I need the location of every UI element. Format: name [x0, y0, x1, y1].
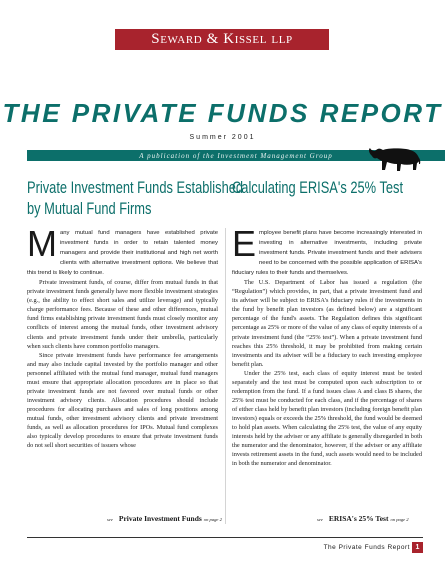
article-paragraph: Private investment funds, of course, differ from mutual funds in that private investment funds generally have more flexible investment strategies (e.g., the ability to effect short sales and utilize leverage) and typically charge performance fees. Because of these and other differences, mutual fund firms establishing private investment funds must closely monitor any conflicts of interest among the mutual funds, other investment advisory clients and private investment funds under their umbrella, particularly when such clients have common portfolio managers. [27, 279, 218, 350]
drop-cap: M [27, 223, 57, 264]
article-lead [232, 223, 422, 278]
lead-text: mployee benefit plans have become increasingly interested in investing in alternative investments, including private investment funds. Private investment funds and their advisers need to be concerned with the possible application of ERISA's fiduciary rules to their funds and themselves. [232, 230, 422, 277]
tagline: A publication of the Investment Management Group [139, 151, 333, 160]
article-body-private-funds [27, 223, 218, 450]
bull-icon [366, 140, 422, 176]
article-body-erisa [232, 223, 422, 468]
continued-page: on page 2 [390, 517, 409, 522]
continued-ref: Private Investment Funds [118, 514, 202, 523]
article-paragraph: Under the 25% test, each class of equity interest must be tested separately and the test must be computed upon each subscription to or redemption from the fund. If a fund issues class A and class B shares, the 25% test must be conducted for each class, and if the percentage of shares of either class held by benefit plan investors (including foreign benefit plan investors) equals or exceeds the 25% threshold, the fund would be deemed to hold plan assets. When calculating the 25% test, the value of any equity interests held by the adviser or any affiliate is generally disregarded in both the numerator and the denominator, however, if the adviser or any affiliate invests retirement assets in the fund, such assets would need to be included in both the numerator and denominator. [232, 369, 422, 468]
page-number-badge: 1 [412, 542, 423, 553]
continued-link-erisa[interactable] [317, 514, 409, 523]
continued-link-private-funds[interactable] [107, 514, 222, 523]
continued-see: see [317, 517, 323, 522]
drop-cap: E [232, 223, 257, 264]
continued-see: see [107, 517, 113, 522]
footer-publication: The Private Funds Report [323, 544, 410, 551]
firm-name: Seward & Kissel llp [151, 31, 293, 47]
article-lead [27, 223, 218, 278]
column-divider [225, 228, 226, 524]
article-paragraph: Since private investment funds have performance fee arrangements and may also include capital invested by the portfolio manager and other personnel affiliated with the mutual fund manager, mutual fund managers must ensure that appropriate allocation procedures are in place so that private investment funds are not favored over mutual funds or other investment advisory clients. Allocation procedures should include procedures for allocating purchases and sales of long positions among mutual funds, other investment advisory clients and private investment funds, as well as allocation procedures for IPOs. Mutual fund complexes also typically develop procedures to ensure that private investment funds do not sell short securities of issuers whose [27, 351, 218, 450]
article-paragraph: The U.S. Department of Labor has issued a regulation (the “Regulation”) which provides, in part, that a private investment fund and its adviser will be subject to ERISA's fiduciary rules if the investments in the fund by benefit plan investors (as defined below) are a significant percentage of the fund's assets. The Regulation defines this significant percentage as 25% or more of the value of any class of equity interests of a private investment fund (the “25% test”). When a private investment fund reaches this 25% threshold, it may be prohibited from making certain investments and its adviser will be a fiduciary to each investing employee benefit plan. [232, 279, 422, 368]
continued-ref: ERISA's 25% Test [328, 514, 389, 523]
article-headline-erisa [232, 178, 403, 199]
article-headline-private-funds [27, 178, 243, 220]
lead-text: any mutual fund managers have established private investment funds in order to retain talented money managers and provide their institutional and high net worth clients with alternative investment options. We believe that this trend is likely to continue. [27, 230, 218, 277]
firm-name-banner [115, 29, 329, 50]
footer-rule [27, 537, 423, 538]
continued-page: on page 2 [203, 517, 222, 522]
headline-line: Private Investment Funds Established [27, 179, 244, 197]
report-title: THE PRIVATE FUNDS REPORT [2, 98, 443, 128]
issue-date: Summer 2001 [189, 134, 256, 141]
headline-line: by Mutual Fund Firms [27, 200, 152, 218]
headline-line: Calculating ERISA's 25% Test [232, 179, 404, 197]
